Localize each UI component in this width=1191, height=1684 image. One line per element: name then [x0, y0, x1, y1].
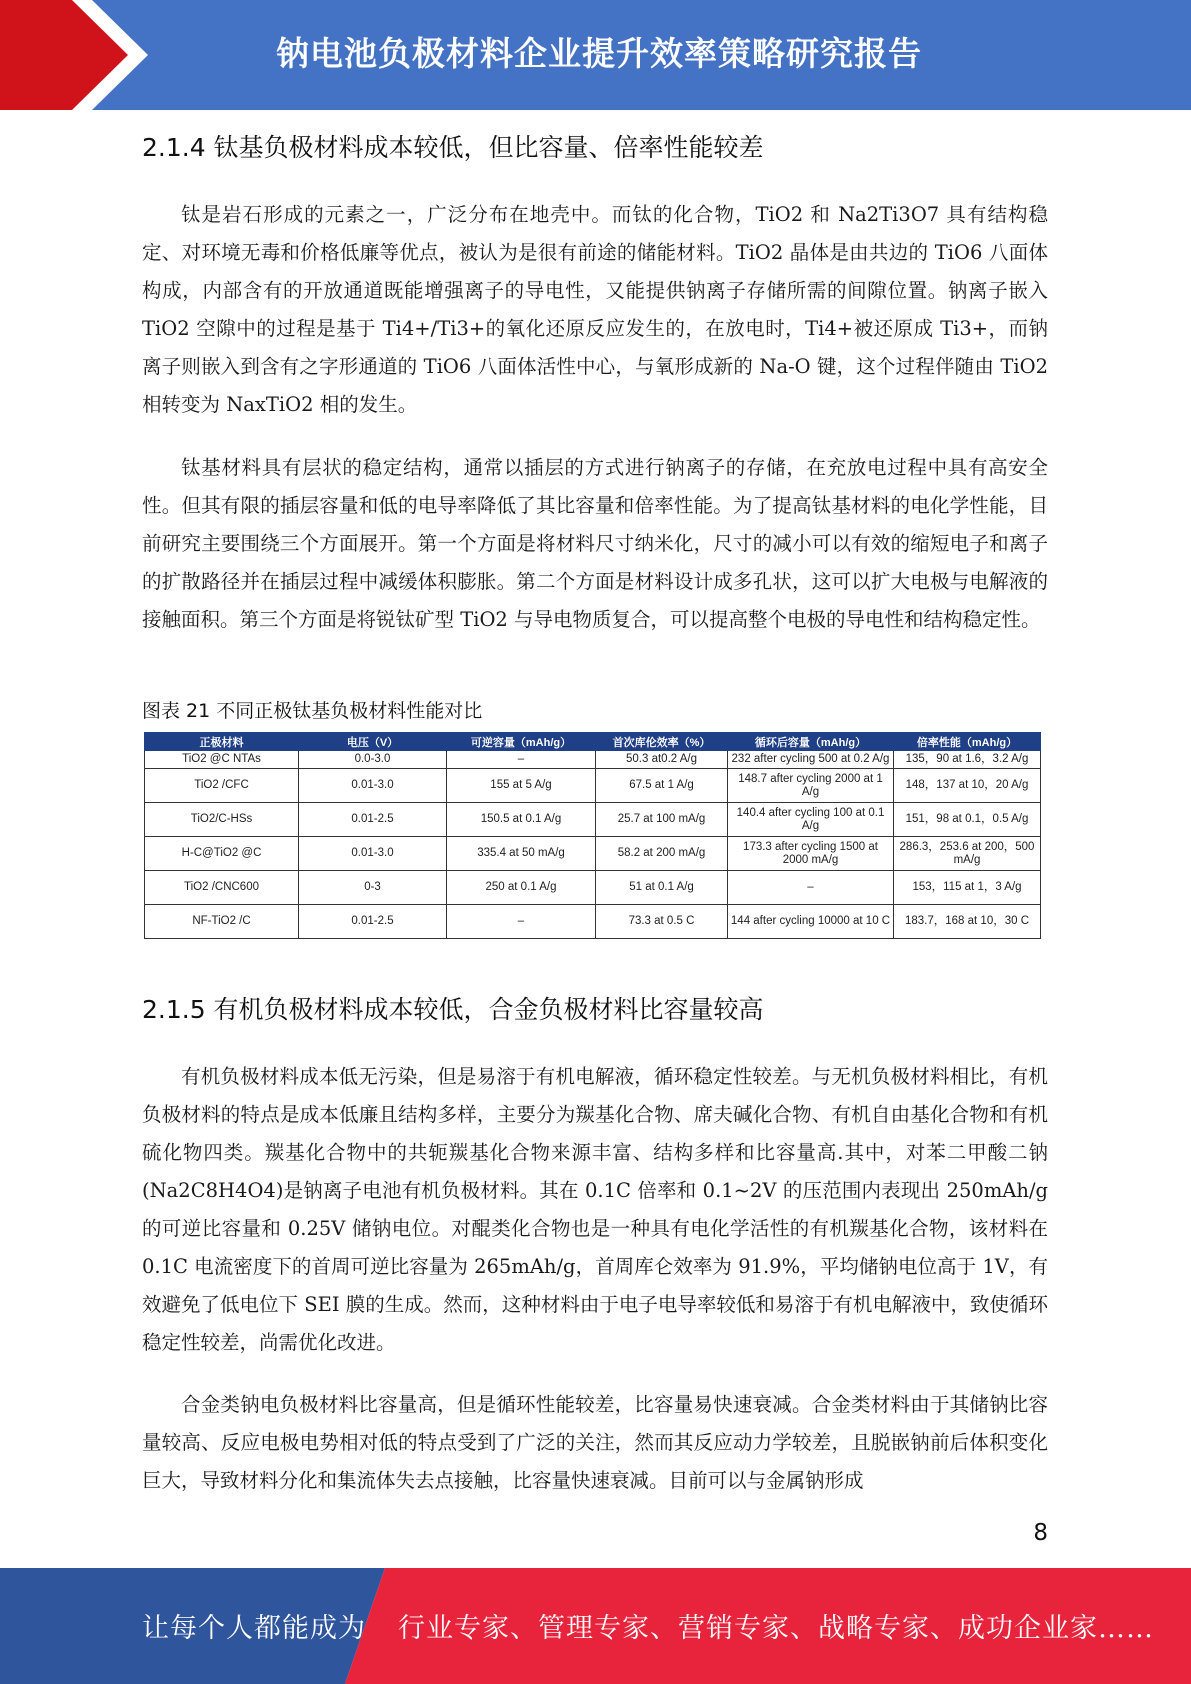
table-cell: 232 after cycling 500 at 0.2 A/g [728, 751, 894, 769]
table-row [145, 769, 1041, 803]
table-cell: 73.3 at 0.5 C [596, 905, 728, 939]
table-row [145, 837, 1041, 871]
table-cell: 151，98 at 0.1，0.5 A/g [894, 803, 1041, 837]
table-cell: 148，137 at 10，20 A/g [894, 769, 1041, 803]
footer-slogan-left: 让每个人都能成为 [142, 1613, 366, 1644]
table-cell: 286.3，253.6 at 200，500 mA/g [894, 837, 1041, 871]
table-cell: 140.4 after cycling 100 at 0.1 A/g [728, 803, 894, 837]
paragraph: 钛是岩石形成的元素之一，广泛分布在地壳中。而钛的化合物，TiO2 和 Na2Ti3O7 具有结构稳定、对环境无毒和价格低廉等优点，被认为是很有前途的储能材料。TiO2 晶体是由共边的 TiO6 八面体构成，内部含有的开放通道既能增强离子的导电性，又能提供钠离子存储所需的间隙位置。钠离子嵌入 TiO2 空隙中的过程是基于 Ti4+/Ti3+的氧化还原反应发生的，在放电时，Ti4+被还原成 Ti3+，而钠离子则嵌入到含有之字形通道的 TiO6 八面体活性中心，与氧形成新的 Na-O 键，这个过程伴随由 TiO2 相转变为 NaxTiO2 相的发生。 [142, 203, 1048, 416]
table-cell: – [447, 905, 596, 939]
table-cell: 155 at 5 A/g [447, 769, 596, 803]
table-row [145, 751, 1041, 769]
table-row [145, 871, 1041, 905]
table-caption: 图表 21 不同正极钛基负极材料性能对比 [142, 700, 483, 722]
table-cell: 183.7，168 at 10，30 C [894, 905, 1041, 939]
table-cell: 144 after cycling 10000 at 10 C [728, 905, 894, 939]
section-heading-2-1-4: 2.1.4 钛基负极材料成本较低，但比容量、倍率性能较差 [142, 133, 764, 162]
comparison-table [144, 732, 1041, 939]
table-cell: TiO2/C-HSs [145, 803, 299, 837]
table-cell: NF-TiO2 /C [145, 905, 299, 939]
table-cell: – [728, 871, 894, 905]
paragraph: 合金类钠电负极材料比容量高，但是循环性能较差，比容量易快速衰减。合金类材料由于其储钠比容量较高、反应电极电势相对低的特点受到了广泛的关注，然而其反应动力学较差，且脱嵌钠前后体积变化巨大，导致材料分化和集流体失去点接触，比容量快速衰减。目前可以与金属钠形成 [142, 1393, 1048, 1492]
table-cell: TiO2 @C NTAs [145, 751, 299, 769]
paragraph: 钛基材料具有层状的稳定结构，通常以插层的方式进行钠离子的存储，在充放电过程中具有高安全性。但其有限的插层容量和低的电导率降低了其比容量和倍率性能。为了提高钛基材料的电化学性能，目前研究主要围绕三个方面展开。第一个方面是将材料尺寸纳米化，尺寸的减小可以有效的缩短电子和离子的扩散路径并在插层过程中减缓体积膨胀。第二个方面是材料设计成多孔状，这可以扩大电极与电解液的接触面积。第三个方面是将锐钛矿型 TiO2 与导电物质复合，可以提高整个电极的导电性和结构稳定性。 [142, 456, 1048, 631]
table-cell: 0.0-3.0 [299, 751, 447, 769]
header-arrow-decoration [0, 0, 160, 110]
table-cell: TiO2 /CFC [145, 769, 299, 803]
table-cell: 135，90 at 1.6，3.2 A/g [894, 751, 1041, 769]
table-cell: 0.01-3.0 [299, 837, 447, 871]
table-cell: 50.3 at0.2 A/g [596, 751, 728, 769]
table-cell: 0.01-3.0 [299, 769, 447, 803]
table-cell: 0.01-2.5 [299, 803, 447, 837]
table-cell: 0.01-2.5 [299, 905, 447, 939]
table-header-cell: 循环后容量（mAh/g） [728, 733, 894, 751]
table-header-row [145, 733, 1041, 751]
table-cell: 67.5 at 1 A/g [596, 769, 728, 803]
page-number: 8 [1033, 1520, 1048, 1546]
table-cell: 0-3 [299, 871, 447, 905]
table-row [145, 803, 1041, 837]
table-cell: 335.4 at 50 mA/g [447, 837, 596, 871]
table-cell: 153，115 at 1，3 A/g [894, 871, 1041, 905]
footer-slogan-right: 行业专家、管理专家、营销专家、战略专家、成功企业家…… [398, 1613, 1154, 1644]
table-cell: 148.7 after cycling 2000 at 1 A/g [728, 769, 894, 803]
table-row [145, 905, 1041, 939]
table-cell: 58.2 at 200 mA/g [596, 837, 728, 871]
table-header-cell: 电压（V） [299, 733, 447, 751]
report-title: 钠电池负极材料企业提升效率策略研究报告 [276, 34, 922, 73]
table-cell: 250 at 0.1 A/g [447, 871, 596, 905]
header-bar [0, 0, 1191, 110]
table-cell: – [447, 751, 596, 769]
table-cell: 173.3 after cycling 1500 at 2000 mA/g [728, 837, 894, 871]
table-cell: 150.5 at 0.1 A/g [447, 803, 596, 837]
table-cell: H-C@TiO2 @C [145, 837, 299, 871]
table-header-cell: 倍率性能（mAh/g） [894, 733, 1041, 751]
section-heading-2-1-5: 2.1.5 有机负极材料成本较低，合金负极材料比容量较高 [142, 995, 764, 1024]
table-cell: 25.7 at 100 mA/g [596, 803, 728, 837]
table-cell: 51 at 0.1 A/g [596, 871, 728, 905]
footer-banner [0, 1568, 1191, 1684]
paragraph: 有机负极材料成本低无污染，但是易溶于有机电解液，循环稳定性较差。与无机负极材料相比，有机负极材料的特点是成本低廉且结构多样，主要分为羰基化合物、席夫碱化合物、有机自由基化合物和有机硫化物四类。羰基化合物中的共轭羰基化合物来源丰富、结构多样和比容量高.其中，对苯二甲酸二钠(Na2C8H4O4)是钠离子电池有机负极材料。其在 0.1C 倍率和 0.1~2V 的压范围内表现出 250mAh/g 的可逆比容量和 0.25V 储钠电位。对醌类化合物也是一种具有电化学活性的有机羰基化合物，该材料在 0.1C 电流密度下的首周可逆比容量为 265mAh/g，首周库仑效率为 91.9%，平均储钠电位高于 1V，有效避免了低电位下 SEI 膜的生成。然而，这种材料由于电子电导率较低和易溶于有机电解液中，致使循环稳定性较差，尚需优化改进。 [142, 1065, 1048, 1354]
table-cell: TiO2 /CNC600 [145, 871, 299, 905]
table-header-cell: 首次库伦效率（%） [596, 733, 728, 751]
table-header-cell: 正极材料 [145, 733, 299, 751]
table-header-cell: 可逆容量（mAh/g） [447, 733, 596, 751]
